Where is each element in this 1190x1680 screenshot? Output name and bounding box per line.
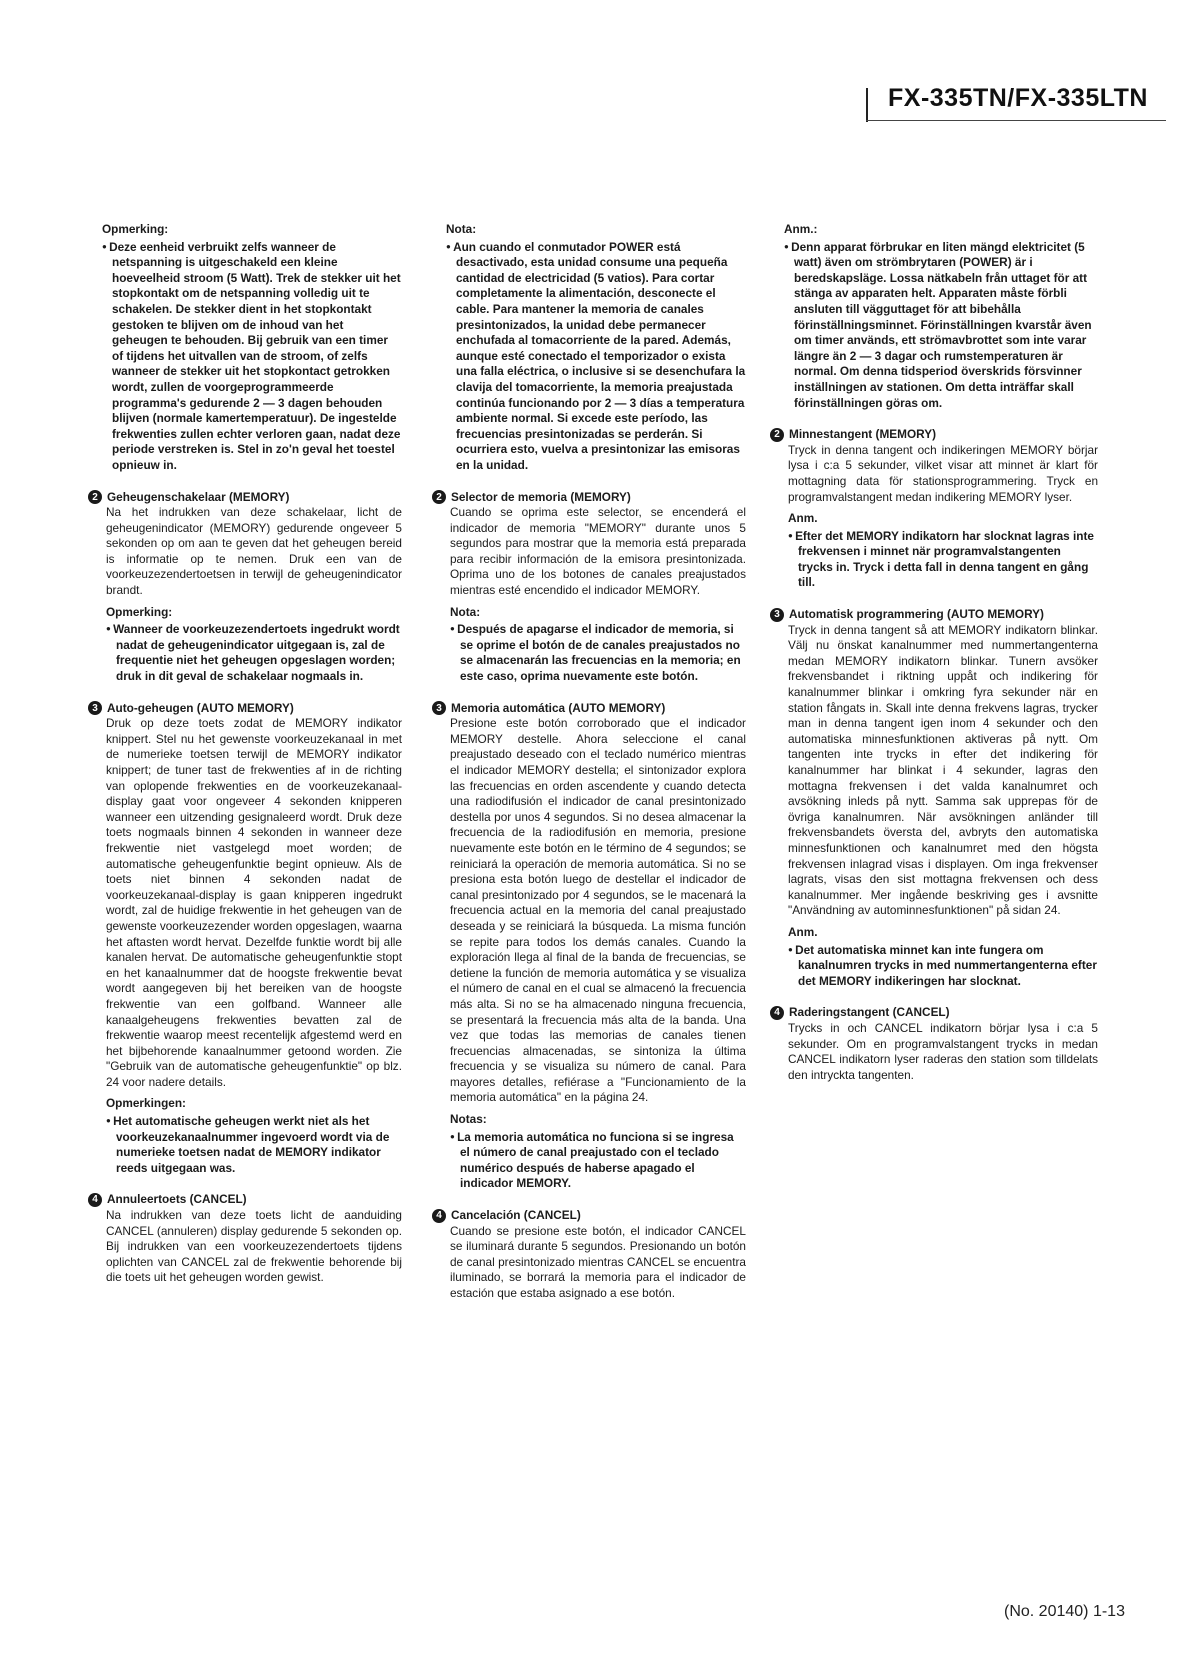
note-list xyxy=(106,1113,402,1176)
note-block xyxy=(788,511,1098,591)
note-item: ● Det automatiska minnet kan inte fungera om kanalnumren trycks in med nummertangenterna efter det MEMORY indikeringen har slocknat. xyxy=(798,942,1098,990)
note-block xyxy=(106,1096,402,1176)
note-heading: Opmerking: xyxy=(102,222,169,236)
circled-number-icon: 2 xyxy=(432,490,446,504)
section-title: Auto-geheugen (AUTO MEMORY) xyxy=(107,700,294,715)
section-heading xyxy=(436,1208,746,1224)
section xyxy=(436,700,746,1192)
section-title: Memoria automática (AUTO MEMORY) xyxy=(451,700,666,715)
section-body: Na indrukken van deze toets licht de aanduiding CANCEL (annuleren) display gedurende 5 sekonden op. Bij indrukken van een voorkeuzezendertoets tijdens oplichten van CANCEL zal de frekwentie behorende bij die toets uit het geheugen worden gewist. xyxy=(106,1208,402,1285)
section-heading xyxy=(92,1192,402,1208)
circled-number-icon: 2 xyxy=(770,428,784,442)
section-heading xyxy=(436,700,746,717)
note-block xyxy=(450,1112,746,1192)
note-heading: Notas: xyxy=(450,1112,487,1127)
header-underline xyxy=(866,120,1166,121)
section-title: Automatisk programmering (AUTO MEMORY) xyxy=(789,607,1044,622)
column-spanish xyxy=(436,222,746,1302)
section xyxy=(436,1208,746,1302)
note-heading: Nota: xyxy=(450,604,481,619)
section-heading xyxy=(436,489,746,506)
section-body: Cuando se oprima este selector, se encenderá el indicador de memoria "MEMORY" durante unos 5 segundos para mostrar que la memoria está preparada para recibir información de la emisora presintonizada. Oprima uno de los botones de canales preajustados mientras esté encendido el indicador MEMORY. xyxy=(450,505,746,598)
section-body: Druk op deze toets zodat de MEMORY indikator knippert. Stel nu het gewenste voorkeuzekanaal in met de numerieke toetsen terwijl de MEMORY indikator knippert; de tuner tast de frekwenties af in de richting van oplopende frekwenties en de voorkeuzekanaal-display gaat voor ongeveer 4 sekonden knipperen wanneer een uitzending gesignaleerd wordt. Druk deze toets nogmaals binnen 4 sekonden in wanneer deze frekwentie niet vastgelegd moet worden; de automatische geheugenfunktie begint opnieuw. Als de toets niet binnen 4 sekonden nadat de voorkeuzekanaal-display is gaan knipperen ingedrukt wordt, zal de huidige frekwentie in het geheugen van de gewenste voorkeuzezender worden opgeslagen, waarna het aftasten wordt hervat. Dezelfde funktie wordt bij alle kanalen hervat. De automatische geheugenfunktie stopt en het kanaalnummer dat de hoogste frekwentie bevat wordt aangegeven bij het bereiken van de hoogste frekwentie van een golfband. Wanneer alle kanaalgeheugens frekwenties bevatten zal de frekwentie waarop meest recentelijk afgestemd werd en het bijbehorende kanaalnummer getoond worden. Zie "Gebruik van de automatische geheugenfunktie" op blz. 24 voor nadere details. xyxy=(106,716,402,1089)
note-item: ● Deze eenheid verbruikt zelfs wanneer de netspanning is uitgeschakeld een kleine hoeveelheid stroom (5 Watt). Trek de stekker uit het stopkontakt om de netspanning volledig uit te schakelen. De stekker dient in het stopkontakt gestoken te blijven om de inhoud van het geheugen te behouden. Bij gebruik van een timer of tijdens het uitvallen van de stroom, of zelfs wanneer de stekker uit het stopkontact getrokken wordt, zullen de voorgeprogrammeerde programma's gedurende 2 — 3 dagen behouden blijven (normale kamertemperatuur). De ingestelde frekwenties zullen echter verloren gaan, nadat deze periode verstreken is. Stel in zo'n geval het toestel opnieuw in. xyxy=(112,239,402,474)
section xyxy=(92,1192,402,1286)
section-title: Cancelación (CANCEL) xyxy=(451,1208,581,1223)
section-title: Selector de memoria (MEMORY) xyxy=(451,489,631,504)
note-list xyxy=(788,942,1098,990)
note-item: ● Efter det MEMORY indikatorn har slocknat lagras inte frekvensen i minnet när programvalstangenten trycks in. Tryck i detta fall in denna tangent en gång till. xyxy=(798,528,1098,591)
note-heading: Opmerking: xyxy=(106,604,173,619)
header-vertical-rule xyxy=(866,88,868,122)
section-body: Presione este botón corroborado que el indicador MEMORY destelle. Ahora seleccione el canal preajustado deseado con el teclado numérico mientras el indicador MEMORY destella; el sintonizador explora las frecuencias en orden ascendente y cuando detecta una radiodifusión el indicador de canal presintonizado destella por unos 4 segundos. Si no desea almacenar la frecuencia de la radiodifusión en memoria, presione nuevamente este botón en le término de 4 segundos; se reiniciará la operación de memoria automática. Si no se presiona esta botón luego de destellar el indicador de canal presintonizado por 4 segundos, se le macenará la frecuencia actual en la memoria del canal preajustado deseada y se reiniciará la búsqueda. La misma función se repite para todos los demás canales. Cuando la exploración llega al final de la banda de frecuencias, se detiene la función de memoria automática y se visualiza el número de canal en el cual se almacenó la frecuencia más alta. Si no se ha almacenado ninguna frecuencia, se presentará la frecuencia más alta de la banda. Una vez que todas las memorias de canales tienen frecuencias almacenadas, se sintoniza la última frecuencia y se visualiza su número de canal. Para mayores detalles, refiérase a "Funcionamiento de la memoria automática" en la página 24. xyxy=(450,716,746,1105)
note-heading: Anm. xyxy=(788,511,818,526)
section-body: Cuando se presione este botón, el indicador CANCEL se iluminará durante 5 segundos. Presionando un botón de canal presintonizado mientras CANCEL se encuentra iluminado, se borrará la memoria para el indicador de estación que estaba asignado a ese botón. xyxy=(450,1223,746,1300)
section xyxy=(436,489,746,685)
note-block xyxy=(106,605,402,685)
note-block xyxy=(450,605,746,685)
note-item: ● Het automatische geheugen werkt niet als het voorkeuzekanaalnummer ingevoerd wordt via de numerieke toetsen nadat de MEMORY indikator reeds uitgegaan was. xyxy=(116,1113,402,1176)
circled-number-icon: 3 xyxy=(770,608,784,622)
section-body: Trycks in och CANCEL indikatorn börjar lysa i c:a 5 sekunder. Om en programvalstangent trycks in medan CANCEL indikatorn lyser raderas den station som tilldelats den intryckta tangenten. xyxy=(788,1020,1098,1082)
section xyxy=(774,427,1098,591)
note-heading: Nota: xyxy=(446,222,477,236)
note-item: ● Después de apagarse el indicador de memoria, si se oprime el botón de de canales preajustados no se almacenarán las frecuencias en la memoria; en este caso, oprima nuevamente este botón. xyxy=(460,621,746,684)
section xyxy=(92,489,402,685)
section-heading xyxy=(774,1005,1098,1021)
circled-number-icon: 4 xyxy=(88,1193,102,1207)
circled-number-icon: 2 xyxy=(88,490,102,504)
section-heading xyxy=(92,700,402,717)
note-list xyxy=(106,621,402,684)
note-heading: Opmerkingen: xyxy=(106,1096,186,1111)
section xyxy=(774,1005,1098,1083)
note-item: ● Denn apparat förbrukar en liten mängd elektricitet (5 watt) även om strömbrytaren (POWER) är i beredskapsläge. Lossa nätkabeln från uttaget för att stänga av apparaten helt. Apparaten måste förbli ansluten till vägguttaget för att bibehålla förinställningsminnet. Förinställningen kvarstår även om timer används, ett strömavbrottet som inte varar längre än 2 — 3 dagar och rumstemperaturen är normal. Om denna tidsperiod överskrids försvinner inställningen av stationen. Om detta inträffar skall förinställningen göras om. xyxy=(794,239,1098,412)
note-list xyxy=(102,239,402,474)
note-item: ● La memoria automática no funciona si se ingresa el número de canal preajustado con el teclado numérico después de haberse apagado el indicador MEMORY. xyxy=(460,1129,746,1192)
note-item: ● Wanneer de voorkeuzezendertoets ingedrukt wordt nadat de geheugenindicator uitgegaan is, zal de frequentie niet het geheugen opgeslagen worden; druk in dit geval de schakelaar nogmaals in. xyxy=(116,621,402,684)
section-title: Annuleertoets (CANCEL) xyxy=(107,1192,247,1207)
section-body: Tryck in denna tangent och indikeringen MEMORY börjar lysa i c:a 5 sekunder, vilket visar att minnet är klart för mottagning data för stationsprogrammering. Tryck en programvalstangent medan indikering MEMORY lyser. xyxy=(788,442,1098,504)
section-title: Minnestangent (MEMORY) xyxy=(789,427,937,442)
circled-number-icon: 3 xyxy=(432,701,446,715)
column-swedish xyxy=(774,222,1098,1083)
column-dutch xyxy=(92,222,402,1286)
section-heading xyxy=(92,489,402,506)
note-list xyxy=(788,528,1098,591)
section-body: Tryck in denna tangent så att MEMORY indikatorn blinkar. Välj nu önskat kanalnummer med nummertangenterna medan MEMORY indikatorn blinkar. Tunern avsöker frekvensbandet i riktning uppåt och indikering för kanalnummer blinkar i omkring fyra sekunder när en station fångats in. Skall inte denna frekvens lagras, trycker man in denna tangent igen inom 4 sekunder och den automatiska minnesfunktionen aktiveras på nytt. Om tangenten inte trycks in efter det indikering för kanalnummer har blinkat i 4 sekunder, lagras den mottagna frekvensen i det valda kanalnumret och avsökning inleds på nytt. Samma sak upprepas för de övriga kanalnumren. När avsökningen anländer till frekvensbandets översta del, avbryts den automatiska minnesfunktionen och kanalnumret med den högsta frekvensen inlagrad visas i displayen. Om inga frekvenser lagrats, visas den sist mottagna frekvensen och dess kanalnummer. Mer ingående beskriving ges i avsnitte "Användning av autominnesfunktionen" på sidan 24. xyxy=(788,622,1098,918)
section-heading xyxy=(774,427,1098,443)
note-list xyxy=(784,239,1098,412)
section-title: Geheugenschakelaar (MEMORY) xyxy=(107,489,290,504)
note-heading: Anm. xyxy=(788,924,818,939)
circled-number-icon: 4 xyxy=(432,1209,446,1223)
note-list xyxy=(450,1129,746,1192)
note-item: ● Aun cuando el conmutador POWER está desactivado, esta unidad consume una pequeña cantidad de electricidad (5 vatios). Para cortar completamente la alimentación, desconecte el cable. Para mantener la memoria de canales presintonizados, la unidad debe permanecer enchufada al tomacorriente de la pared. Además, aunque esté conectado el temporizador o exista una falla eléctrica, o inclusive si se desenchufara la clavija del tomacorriente, la memoria preajustada continúa funcionando por 2 — 3 días a temperatura ambiente normal. Si excede este período, las frecuencias presintonizadas se perderán. Si ocurriera esto, vuelva a presintonizar las emisoras en la unidad. xyxy=(456,239,746,474)
page-number: (No. 20140) 1-13 xyxy=(1004,1603,1125,1620)
section-title: Raderingstangent (CANCEL) xyxy=(789,1005,950,1020)
model-title: FX-335TN/FX-335LTN xyxy=(888,84,1148,112)
note-list xyxy=(446,239,746,474)
circled-number-icon: 3 xyxy=(88,701,102,715)
note-heading: Anm.: xyxy=(784,222,818,236)
section-heading xyxy=(774,607,1098,623)
section-body: Na het indrukken van deze schakelaar, licht de geheugenindicator (MEMORY) gedurende ongeveer 5 sekonden op om aan te geven dat het geheugen bereid is informatie op te nemen. Druk een van de voorkeuzezendertoetsen in terwijl de geheugenindicator brandt. xyxy=(106,505,402,598)
section xyxy=(92,700,402,1177)
note-block xyxy=(788,925,1098,989)
note-list xyxy=(450,621,746,684)
circled-number-icon: 4 xyxy=(770,1006,784,1020)
section xyxy=(774,607,1098,989)
